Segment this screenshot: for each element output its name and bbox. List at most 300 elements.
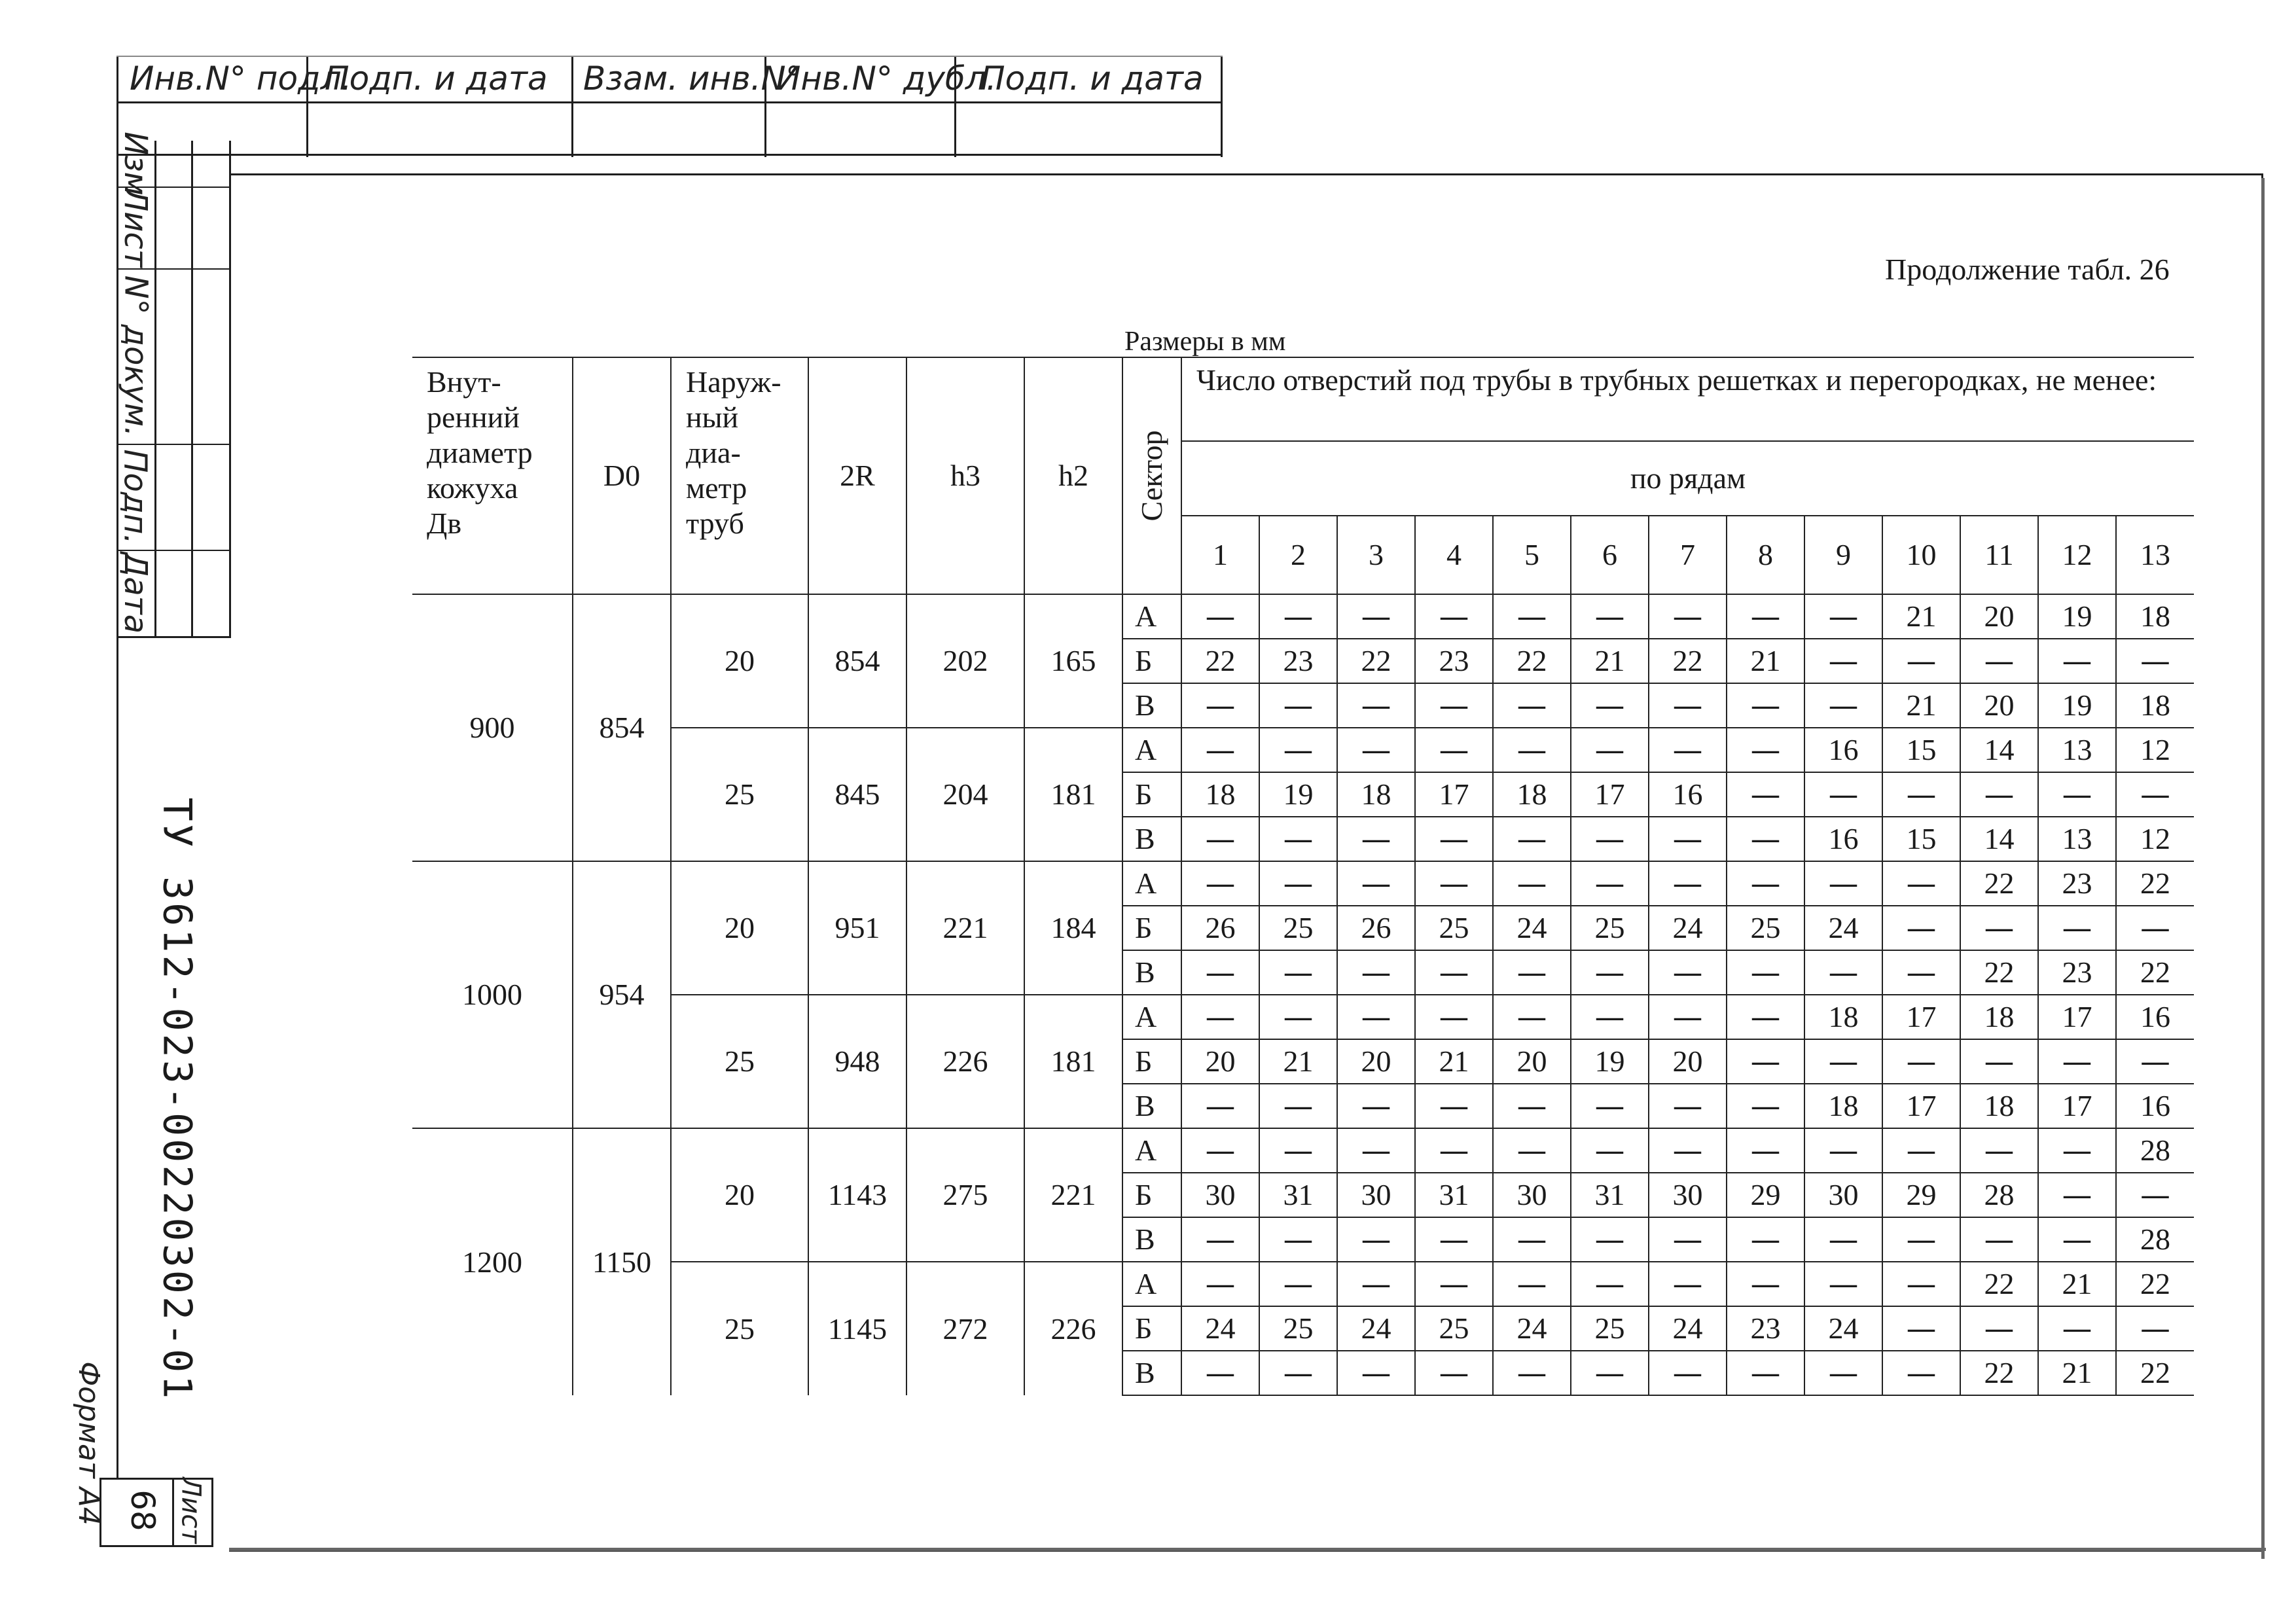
hole-count-cell: 30 [1337, 1173, 1415, 1217]
hole-count-cell: — [1882, 639, 1960, 683]
hole-count-cell: — [2116, 906, 2194, 950]
row-number-header: 13 [2116, 516, 2194, 594]
hole-count-cell: 21 [1727, 639, 1804, 683]
h3-cell: 204 [906, 728, 1024, 861]
hole-count-cell: — [1649, 1217, 1727, 1262]
hole-count-cell: 20 [1649, 1039, 1727, 1084]
sector-cell: А [1122, 728, 1181, 772]
hole-count-cell: — [1882, 1039, 1960, 1084]
two-r-cell: 1145 [808, 1262, 906, 1395]
hole-count-cell: — [1727, 772, 1804, 817]
h2-cell: 221 [1024, 1128, 1122, 1262]
hole-count-cell: 26 [1337, 906, 1415, 950]
hole-count-cell: — [1493, 1351, 1571, 1395]
sector-cell: А [1122, 1262, 1181, 1306]
doc-number: ТУ 3612-023-00220302-01 [154, 797, 200, 1402]
hole-count-cell: 23 [1415, 639, 1493, 683]
hole-count-cell: — [2116, 772, 2194, 817]
stamp-inv-dubl: Инв.N° дубл. [776, 60, 997, 98]
hole-count-cell: — [2116, 1306, 2194, 1351]
hole-count-cell: 13 [2038, 817, 2116, 861]
continuation-label: Продолжение табл. 26 [1885, 253, 2170, 286]
top-stamp [117, 56, 1223, 157]
hole-count-cell: — [1571, 683, 1649, 728]
hole-count-cell: — [1804, 772, 1882, 817]
hole-count-cell: — [1259, 1217, 1337, 1262]
units-label: Размеры в мм [1124, 327, 1286, 357]
hole-count-cell: 22 [2116, 1351, 2194, 1395]
hole-count-cell: 18 [1337, 772, 1415, 817]
table-row [412, 594, 2194, 639]
sector-cell: Б [1122, 1039, 1181, 1084]
h3-cell: 226 [906, 995, 1024, 1128]
hole-count-cell: — [1960, 772, 2038, 817]
hole-count-cell: — [1882, 772, 1960, 817]
hole-count-cell: 21 [1259, 1039, 1337, 1084]
hole-count-cell: — [1337, 995, 1415, 1039]
hole-count-cell: — [1649, 683, 1727, 728]
hole-count-cell: — [1259, 950, 1337, 995]
header-d0: D0 [573, 357, 671, 594]
hole-count-cell: 15 [1882, 817, 1960, 861]
hole-count-cell: 18 [1493, 772, 1571, 817]
hole-count-cell: — [1337, 683, 1415, 728]
hole-count-cell: — [1259, 683, 1337, 728]
hole-count-cell: — [2038, 772, 2116, 817]
hole-count-cell: — [1415, 995, 1493, 1039]
hole-count-cell: — [1337, 1351, 1415, 1395]
hole-count-cell: — [1181, 1217, 1259, 1262]
hole-count-cell: — [1882, 1262, 1960, 1306]
hole-count-cell: 28 [1960, 1173, 2038, 1217]
hole-count-cell: — [2038, 1128, 2116, 1173]
hole-count-cell: — [1727, 1039, 1804, 1084]
hole-count-cell: — [2038, 639, 2116, 683]
sheet-number: 68 [124, 1489, 162, 1531]
hole-count-cell: 25 [1415, 906, 1493, 950]
hole-count-cell: — [1415, 950, 1493, 995]
hole-count-cell: — [1259, 1128, 1337, 1173]
hole-count-cell: — [1337, 1084, 1415, 1128]
table-row [412, 861, 2194, 906]
hole-count-cell: 21 [1882, 683, 1960, 728]
hole-count-cell: — [1649, 728, 1727, 772]
hole-count-cell: — [1415, 861, 1493, 906]
frame-shadow-bottom [229, 1548, 2266, 1551]
header-inner-diameter: Внут- ренний диаметр кожуха Дв [412, 357, 573, 594]
hole-count-cell: — [1804, 950, 1882, 995]
row-number-header: 3 [1337, 516, 1415, 594]
stamp-n-dokum: N° докум. [117, 275, 154, 437]
hole-count-cell: — [1337, 1262, 1415, 1306]
hole-count-cell: 25 [1571, 1306, 1649, 1351]
hole-count-cell: 22 [1960, 1262, 2038, 1306]
hole-count-cell: — [1571, 817, 1649, 861]
hole-count-cell: 23 [2038, 861, 2116, 906]
hole-count-cell: 24 [1804, 1306, 1882, 1351]
sheet-label: Лист [176, 1477, 206, 1544]
hole-count-cell: 21 [2038, 1351, 2116, 1395]
hole-count-cell: — [2038, 1217, 2116, 1262]
stamp-izm: Изм [117, 132, 154, 196]
hole-count-cell: — [1493, 1084, 1571, 1128]
hole-count-cell: 25 [1415, 1306, 1493, 1351]
hole-count-cell: — [2038, 906, 2116, 950]
hole-count-cell: 30 [1181, 1173, 1259, 1217]
header-sector: Сектор [1122, 357, 1181, 594]
hole-count-cell: — [1493, 995, 1571, 1039]
sector-cell: В [1122, 1217, 1181, 1262]
row-number-header: 6 [1571, 516, 1649, 594]
hole-count-cell: 24 [1649, 1306, 1727, 1351]
hole-count-cell: 17 [1571, 772, 1649, 817]
hole-count-cell: 18 [2116, 594, 2194, 639]
stamp-podp-data-1: Подп. и дата [325, 60, 548, 98]
d0-cell: 1150 [573, 1128, 671, 1395]
hole-count-cell: 20 [1181, 1039, 1259, 1084]
h2-cell: 181 [1024, 995, 1122, 1128]
hole-count-cell: 20 [1960, 683, 2038, 728]
hole-count-cell: — [1727, 1128, 1804, 1173]
stamp-podp: Подп. [117, 449, 154, 544]
outer-diameter-cell: 25 [671, 1262, 808, 1395]
hole-count-cell: — [1415, 1217, 1493, 1262]
hole-count-cell: 18 [1181, 772, 1259, 817]
hole-count-cell: — [1727, 1217, 1804, 1262]
row-number-header: 5 [1493, 516, 1571, 594]
stamp-vzam-inv: Взам. инв.N° [583, 60, 802, 98]
hole-count-cell: — [1493, 950, 1571, 995]
header-holes-title: Число отверстий под трубы в трубных решетках и перегородках, не менее: [1181, 357, 2194, 441]
hole-count-cell: 30 [1649, 1173, 1727, 1217]
hole-count-cell: — [1649, 1262, 1727, 1306]
hole-count-cell: 17 [1882, 1084, 1960, 1128]
hole-count-cell: — [1571, 1217, 1649, 1262]
stamp-list: Лист [117, 187, 154, 268]
hole-count-cell: 30 [1493, 1173, 1571, 1217]
hole-count-cell: — [1727, 861, 1804, 906]
hole-count-cell: — [1649, 1351, 1727, 1395]
hole-count-cell: — [1882, 906, 1960, 950]
row-number-header: 1 [1181, 516, 1259, 594]
hole-count-cell: — [1181, 728, 1259, 772]
hole-count-cell: 17 [1882, 995, 1960, 1039]
sector-cell: В [1122, 1084, 1181, 1128]
hole-count-cell: 21 [1882, 594, 1960, 639]
hole-count-cell: — [1571, 995, 1649, 1039]
hole-count-cell: — [1804, 639, 1882, 683]
hole-count-cell: — [1804, 1039, 1882, 1084]
hole-count-cell: — [2116, 1173, 2194, 1217]
hole-count-cell: 21 [1571, 639, 1649, 683]
hole-count-cell: — [1727, 1351, 1804, 1395]
sector-cell: Б [1122, 1306, 1181, 1351]
hole-count-cell: — [1571, 1351, 1649, 1395]
hole-count-cell: 29 [1727, 1173, 1804, 1217]
hole-count-cell: — [1181, 683, 1259, 728]
outer-diameter-cell: 20 [671, 594, 808, 728]
hole-count-cell: 20 [1493, 1039, 1571, 1084]
hole-count-cell: — [2038, 1306, 2116, 1351]
hole-count-cell: — [1337, 1217, 1415, 1262]
hole-count-cell: 25 [1727, 906, 1804, 950]
hole-count-cell: — [1804, 1217, 1882, 1262]
hole-count-cell: — [1649, 950, 1727, 995]
table-row [412, 1128, 2194, 1173]
hole-count-cell: — [1181, 1262, 1259, 1306]
hole-count-cell: — [1415, 1084, 1493, 1128]
hole-count-cell: — [1571, 728, 1649, 772]
hole-count-cell: — [1415, 1128, 1493, 1173]
tube-holes-table [412, 357, 2194, 1396]
hole-count-cell: 17 [1415, 772, 1493, 817]
hole-count-cell: — [1337, 950, 1415, 995]
hole-count-cell: — [1181, 1351, 1259, 1395]
hole-count-cell: 25 [1571, 906, 1649, 950]
hole-count-cell: — [1882, 1217, 1960, 1262]
h2-cell: 165 [1024, 594, 1122, 728]
hole-count-cell: 24 [1649, 906, 1727, 950]
hole-count-cell: — [1727, 995, 1804, 1039]
hole-count-cell: — [1415, 1262, 1493, 1306]
hole-count-cell: — [1493, 728, 1571, 772]
hole-count-cell: — [1181, 817, 1259, 861]
hole-count-cell: — [1649, 1128, 1727, 1173]
hole-count-cell: 23 [1727, 1306, 1804, 1351]
hole-count-cell: 22 [1960, 861, 2038, 906]
hole-count-cell: — [2116, 639, 2194, 683]
hole-count-cell: — [1727, 1262, 1804, 1306]
hole-count-cell: — [1493, 861, 1571, 906]
hole-count-cell: 28 [2116, 1128, 2194, 1173]
hole-count-cell: 18 [1960, 995, 2038, 1039]
hole-count-cell: 22 [1493, 639, 1571, 683]
hole-count-cell: 23 [1259, 639, 1337, 683]
hole-count-cell: 16 [1804, 817, 1882, 861]
hole-count-cell: 22 [1181, 639, 1259, 683]
hole-count-cell: — [1727, 817, 1804, 861]
table-row [412, 995, 2194, 1039]
inner-diameter-cell: 900 [412, 594, 573, 861]
row-number-header: 4 [1415, 516, 1493, 594]
hole-count-cell: — [1571, 594, 1649, 639]
sector-cell: А [1122, 1128, 1181, 1173]
hole-count-cell: — [1571, 1128, 1649, 1173]
sector-cell: А [1122, 861, 1181, 906]
header-h2: h2 [1024, 357, 1122, 594]
hole-count-cell: — [1649, 817, 1727, 861]
outer-diameter-cell: 20 [671, 1128, 808, 1262]
hole-count-cell: 24 [1493, 1306, 1571, 1351]
hole-count-cell: — [1181, 995, 1259, 1039]
inner-diameter-cell: 1000 [412, 861, 573, 1128]
hole-count-cell: — [1259, 861, 1337, 906]
hole-count-cell: — [1804, 1351, 1882, 1395]
hole-count-cell: — [1181, 1084, 1259, 1128]
h2-cell: 181 [1024, 728, 1122, 861]
sector-cell: Б [1122, 772, 1181, 817]
hole-count-cell: — [1882, 1128, 1960, 1173]
hole-count-cell: 24 [1493, 906, 1571, 950]
hole-count-cell: — [1727, 683, 1804, 728]
left-stamp [117, 132, 229, 638]
hole-count-cell: 22 [1337, 639, 1415, 683]
two-r-cell: 951 [808, 861, 906, 995]
h3-cell: 272 [906, 1262, 1024, 1395]
hole-count-cell: 22 [1960, 950, 2038, 995]
hole-count-cell: 16 [2116, 995, 2194, 1039]
sector-cell: В [1122, 817, 1181, 861]
hole-count-cell: 19 [2038, 594, 2116, 639]
hole-count-cell: — [1415, 817, 1493, 861]
outer-diameter-cell: 20 [671, 861, 808, 995]
hole-count-cell: 25 [1259, 906, 1337, 950]
sector-cell: А [1122, 995, 1181, 1039]
hole-count-cell: 31 [1571, 1173, 1649, 1217]
hole-count-cell: — [1727, 728, 1804, 772]
hole-count-cell: 30 [1804, 1173, 1882, 1217]
hole-count-cell: — [1181, 594, 1259, 639]
stamp-inv-podl: Инв.N° подл. [130, 60, 352, 98]
hole-count-cell: 24 [1181, 1306, 1259, 1351]
hole-count-cell: 18 [1804, 1084, 1882, 1128]
hole-count-cell: 16 [1804, 728, 1882, 772]
row-number-header: 11 [1960, 516, 2038, 594]
d0-cell: 854 [573, 594, 671, 861]
hole-count-cell: — [1804, 861, 1882, 906]
row-number-header: 8 [1727, 516, 1804, 594]
sector-cell: Б [1122, 906, 1181, 950]
hole-count-cell: 22 [2116, 1262, 2194, 1306]
hole-count-cell: 21 [2038, 1262, 2116, 1306]
hole-count-cell: 20 [1337, 1039, 1415, 1084]
hole-count-cell: — [1571, 1262, 1649, 1306]
hole-count-cell: — [1493, 594, 1571, 639]
row-number-header: 2 [1259, 516, 1337, 594]
hole-count-cell: 18 [1960, 1084, 2038, 1128]
hole-count-cell: 24 [1804, 906, 1882, 950]
hole-count-cell: 14 [1960, 817, 2038, 861]
hole-count-cell: — [1882, 861, 1960, 906]
hole-count-cell: — [1259, 995, 1337, 1039]
header-by-rows: по рядам [1181, 441, 2194, 516]
hole-count-cell: 25 [1259, 1306, 1337, 1351]
hole-count-cell: 31 [1259, 1173, 1337, 1217]
hole-count-cell: — [1882, 1306, 1960, 1351]
hole-count-cell: — [1415, 594, 1493, 639]
hole-count-cell: — [1571, 861, 1649, 906]
hole-count-cell: — [1181, 861, 1259, 906]
hole-count-cell: — [1337, 1128, 1415, 1173]
hole-count-cell: 13 [2038, 728, 2116, 772]
stamp-data: Дата [117, 552, 154, 634]
hole-count-cell: — [2116, 1039, 2194, 1084]
hole-count-cell: — [1415, 1351, 1493, 1395]
hole-count-cell: 22 [1649, 639, 1727, 683]
two-r-cell: 845 [808, 728, 906, 861]
hole-count-cell: — [1882, 950, 1960, 995]
left-border-line [117, 638, 118, 1479]
hole-count-cell: — [1259, 1351, 1337, 1395]
hole-count-cell: 22 [2116, 950, 2194, 995]
hole-count-cell: — [1649, 995, 1727, 1039]
hole-count-cell: — [1804, 1262, 1882, 1306]
header-outer-diameter: Наруж- ный диа- метр труб [671, 357, 808, 594]
hole-count-cell: 24 [1337, 1306, 1415, 1351]
inner-diameter-cell: 1200 [462, 1245, 522, 1279]
sector-cell: Б [1122, 1173, 1181, 1217]
table-body [412, 594, 2194, 1395]
hole-count-cell: — [1493, 1128, 1571, 1173]
h3-cell: 221 [906, 861, 1024, 995]
hole-count-cell: — [1337, 728, 1415, 772]
hole-count-cell: 17 [2038, 1084, 2116, 1128]
hole-count-cell: — [1649, 861, 1727, 906]
hole-count-cell: — [1960, 639, 2038, 683]
hole-count-cell: 16 [2116, 1084, 2194, 1128]
hole-count-cell: 18 [1804, 995, 1882, 1039]
hole-count-cell: 17 [2038, 995, 2116, 1039]
sector-cell: В [1122, 1351, 1181, 1395]
hole-count-cell: — [2038, 1173, 2116, 1217]
hole-count-cell: 19 [2038, 683, 2116, 728]
hole-count-cell: — [1415, 683, 1493, 728]
hole-count-cell: — [1960, 1128, 2038, 1173]
hole-count-cell: 14 [1960, 728, 2038, 772]
hole-count-cell: — [1337, 817, 1415, 861]
format-label: Формат А4 [71, 1361, 105, 1525]
hole-count-cell: — [1415, 728, 1493, 772]
table-row [412, 1262, 2194, 1306]
hole-count-cell: — [1493, 683, 1571, 728]
hole-count-cell: — [1493, 1262, 1571, 1306]
hole-count-cell: — [1571, 950, 1649, 995]
hole-count-cell: — [1493, 1217, 1571, 1262]
hole-count-cell: 31 [1415, 1173, 1493, 1217]
row-number-header: 12 [2038, 516, 2116, 594]
hole-count-cell: — [1960, 906, 2038, 950]
h2-cell: 184 [1024, 861, 1122, 995]
hole-count-cell: — [2038, 1039, 2116, 1084]
hole-count-cell: — [1804, 683, 1882, 728]
sector-cell: Б [1122, 639, 1181, 683]
hole-count-cell: 22 [2116, 861, 2194, 906]
hole-count-cell: 21 [1415, 1039, 1493, 1084]
hole-count-cell: — [1960, 1039, 2038, 1084]
sector-cell: В [1122, 683, 1181, 728]
sector-cell: А [1122, 594, 1181, 639]
hole-count-cell: — [1337, 594, 1415, 639]
hole-count-cell: 15 [1882, 728, 1960, 772]
hole-count-cell: — [1259, 817, 1337, 861]
hole-count-cell: 23 [2038, 950, 2116, 995]
hole-count-cell: 19 [1259, 772, 1337, 817]
hole-count-cell: — [1727, 594, 1804, 639]
hole-count-cell: 16 [1649, 772, 1727, 817]
row-number-header: 9 [1804, 516, 1882, 594]
hole-count-cell: — [1960, 1306, 2038, 1351]
outer-diameter-cell: 25 [671, 728, 808, 861]
hole-count-cell: — [1571, 1084, 1649, 1128]
hole-count-cell: — [1337, 861, 1415, 906]
hole-count-cell: — [1882, 1351, 1960, 1395]
hole-count-cell: 20 [1960, 594, 2038, 639]
hole-count-cell: — [1727, 1084, 1804, 1128]
hole-count-cell: 18 [2116, 683, 2194, 728]
table-row [412, 728, 2194, 772]
stamp-podp-data-2: Подп. и дата [980, 60, 1204, 98]
hole-count-cell: 26 [1181, 906, 1259, 950]
